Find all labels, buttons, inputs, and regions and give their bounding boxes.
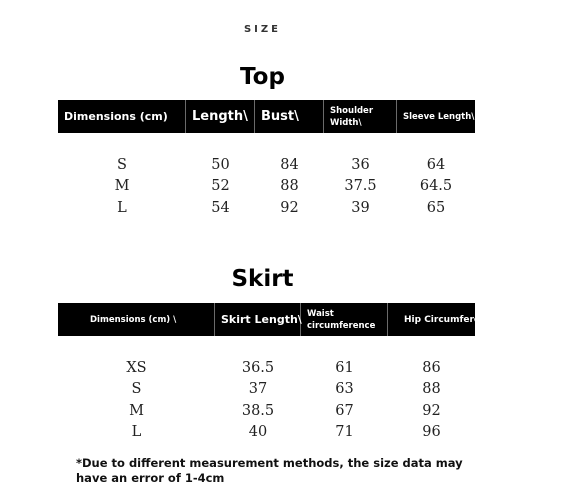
skirt-table-header <box>58 303 498 336</box>
hip-cell: 88 <box>422 381 441 398</box>
waist-cell: 63 <box>335 381 354 398</box>
top-header-sleeve-length: Sleeve Length\ <box>403 111 475 122</box>
top-table-body <box>58 154 475 219</box>
bust-cell: 88 <box>280 178 299 195</box>
table-row <box>58 197 475 219</box>
skirt-table-title: Skirt <box>231 266 294 292</box>
table-row <box>58 400 475 422</box>
sleeve-length-cell: 64.5 <box>419 178 453 195</box>
shoulder-width-cell: 36 <box>351 156 370 173</box>
top-table-title: Top <box>240 64 285 90</box>
top-header-dimensions: Dimensions (cm) <box>58 100 186 133</box>
bust-cell: 84 <box>280 156 299 173</box>
size-cell: S <box>131 381 142 398</box>
skirt-length-cell: 36.5 <box>241 359 275 376</box>
shoulder-width-cell: 37.5 <box>344 178 377 195</box>
shoulder-width-cell: 39 <box>351 199 370 216</box>
table-row <box>58 154 475 176</box>
sleeve-length-cell: 64 <box>426 156 446 173</box>
hip-cell: 96 <box>422 424 441 441</box>
top-table-header <box>58 100 475 133</box>
size-label: SIZE <box>243 24 281 35</box>
size-cell: L <box>117 199 127 216</box>
waist-cell: 71 <box>335 424 354 441</box>
bust-cell: 92 <box>280 199 299 216</box>
table-row <box>58 379 475 401</box>
skirt-header-dimensions: Dimensions (cm) \ <box>58 303 215 336</box>
top-header-length: Length\ <box>186 100 255 133</box>
skirt-length-cell: 40 <box>248 424 268 441</box>
waist-cell: 61 <box>335 359 354 376</box>
skirt-length-cell: 38.5 <box>241 402 275 419</box>
size-cell: S <box>117 156 127 173</box>
table-row <box>58 176 475 198</box>
top-header-bust: Bust\ <box>255 100 324 133</box>
table-row <box>58 422 475 444</box>
size-cell: M <box>129 402 144 419</box>
measurement-note: *Due to different measurement methods, the size data may have an error of 1-4cm <box>76 456 463 485</box>
length-cell: 52 <box>211 178 230 195</box>
sleeve-length-cell: 65 <box>426 199 446 216</box>
skirt-header-hip: Hip Circumference <box>404 314 498 325</box>
hip-cell: 86 <box>422 359 441 376</box>
hip-cell: 92 <box>422 402 441 419</box>
length-cell: 54 <box>211 199 230 216</box>
length-cell: 50 <box>211 156 230 173</box>
size-cell: L <box>131 424 142 441</box>
waist-cell: 67 <box>335 402 354 419</box>
size-cell: M <box>114 178 130 195</box>
skirt-header-skirt-length: Skirt Length\ <box>215 303 301 336</box>
skirt-table-body <box>58 357 475 443</box>
skirt-header-waist: Waist circumference <box>301 303 388 336</box>
top-header-shoulder-width: Shoulder Width\ <box>324 100 397 133</box>
skirt-length-cell: 37 <box>248 381 268 398</box>
table-row <box>58 357 475 379</box>
size-cell: XS <box>126 359 147 376</box>
